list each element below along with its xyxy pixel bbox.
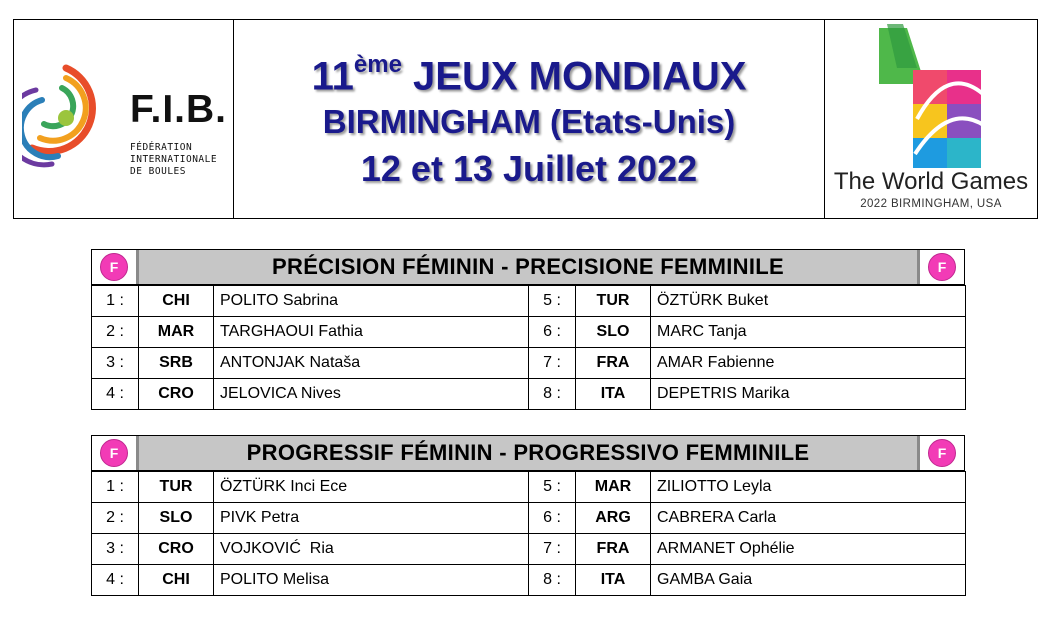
progressive-section [91, 435, 965, 596]
table-row [92, 379, 966, 410]
player-name: ÖZTÜRK Inci Ece [214, 472, 529, 503]
player-name: ZILIOTTO Leyla [651, 472, 966, 503]
section-title-row [91, 249, 965, 285]
country-code: MAR [576, 472, 651, 503]
female-badge-icon: F [100, 253, 128, 281]
rank: 3 : [92, 534, 139, 565]
event-header [13, 19, 1038, 219]
rank: 1 : [92, 286, 139, 317]
country-code: ITA [576, 379, 651, 410]
table-row [92, 565, 966, 596]
rank: 4 : [92, 379, 139, 410]
country-code: TUR [576, 286, 651, 317]
player-name: JELOVICA Nives [214, 379, 529, 410]
player-name: ÖZTÜRK Buket [651, 286, 966, 317]
country-code: ARG [576, 503, 651, 534]
badge-cell-right [920, 436, 964, 470]
fib-acronym: F.I.B. [130, 88, 228, 131]
country-code: CHI [139, 286, 214, 317]
rank: 8 : [529, 379, 576, 410]
precision-section [91, 249, 965, 410]
player-name: CABRERA Carla [651, 503, 966, 534]
progressive-table [91, 471, 966, 596]
player-name: AMAR Fabienne [651, 348, 966, 379]
player-name: ARMANET Ophélie [651, 534, 966, 565]
rank: 6 : [529, 317, 576, 348]
rank: 1 : [92, 472, 139, 503]
player-name: PIVK Petra [214, 503, 529, 534]
rank: 8 : [529, 565, 576, 596]
country-code: FRA [576, 348, 651, 379]
country-code: CHI [139, 565, 214, 596]
player-name: GAMBA Gaia [651, 565, 966, 596]
event-title [312, 45, 747, 99]
table-row [92, 534, 966, 565]
event-title-cell [234, 20, 824, 218]
rank: 5 : [529, 286, 576, 317]
rank: 3 : [92, 348, 139, 379]
player-name: POLITO Sabrina [214, 286, 529, 317]
fib-fullname-line3: DE BOULES [130, 166, 186, 177]
table-row [92, 317, 966, 348]
female-badge-icon: F [100, 439, 128, 467]
rank: 2 : [92, 317, 139, 348]
fib-fullname-line2: INTERNATIONALE [130, 154, 218, 165]
event-title-rest: JEUX MONDIAUX [401, 54, 747, 99]
event-dates: 12 et 13 Juillet 2022 [360, 148, 698, 190]
event-title-number: 11 [311, 54, 354, 99]
country-code: CRO [139, 534, 214, 565]
country-code: SLO [139, 503, 214, 534]
player-name: TARGHAOUI Fathia [214, 317, 529, 348]
rank: 2 : [92, 503, 139, 534]
player-name: VOJKOVIĆ Ria [214, 534, 529, 565]
world-games-title: The World Games [833, 168, 1029, 195]
table-row [92, 503, 966, 534]
badge-cell-right [920, 250, 964, 284]
table-row [92, 472, 966, 503]
country-code: ITA [576, 565, 651, 596]
world-games-logo-cell [824, 20, 1037, 218]
rank: 4 : [92, 565, 139, 596]
country-code: CRO [139, 379, 214, 410]
event-location: BIRMINGHAM (Etats-Unis) [322, 103, 736, 141]
player-name: POLITO Melisa [214, 565, 529, 596]
female-badge-icon: F [928, 439, 956, 467]
female-badge-icon: F [928, 253, 956, 281]
player-name: DEPETRIS Marika [651, 379, 966, 410]
badge-cell-left [92, 250, 136, 284]
country-code: MAR [139, 317, 214, 348]
fib-fullname [130, 142, 217, 178]
fib-emblem-icon [22, 60, 110, 178]
player-name: MARC Tanja [651, 317, 966, 348]
rank: 5 : [529, 472, 576, 503]
rank: 7 : [529, 534, 576, 565]
country-code: FRA [576, 534, 651, 565]
event-title-sup: ème [353, 50, 402, 78]
section-title: PRÉCISION FÉMININ - PRECISIONE FEMMINILE [136, 250, 920, 284]
country-code: SLO [576, 317, 651, 348]
table-row [92, 348, 966, 379]
table-row [92, 286, 966, 317]
precision-table [91, 285, 966, 410]
fib-fullname-line1: FÉDÉRATION [130, 142, 193, 153]
player-name: ANTONJAK Nataša [214, 348, 529, 379]
section-title: PROGRESSIF FÉMININ - PROGRESSIVO FEMMINILE [136, 436, 920, 470]
section-title-row [91, 435, 965, 471]
world-games-subtitle: 2022 BIRMINGHAM, USA [860, 198, 1002, 210]
rank: 6 : [529, 503, 576, 534]
world-games-emblem-icon [877, 24, 987, 172]
rank: 7 : [529, 348, 576, 379]
country-code: TUR [139, 472, 214, 503]
badge-cell-left [92, 436, 136, 470]
fib-logo-cell [14, 20, 234, 218]
country-code: SRB [139, 348, 214, 379]
